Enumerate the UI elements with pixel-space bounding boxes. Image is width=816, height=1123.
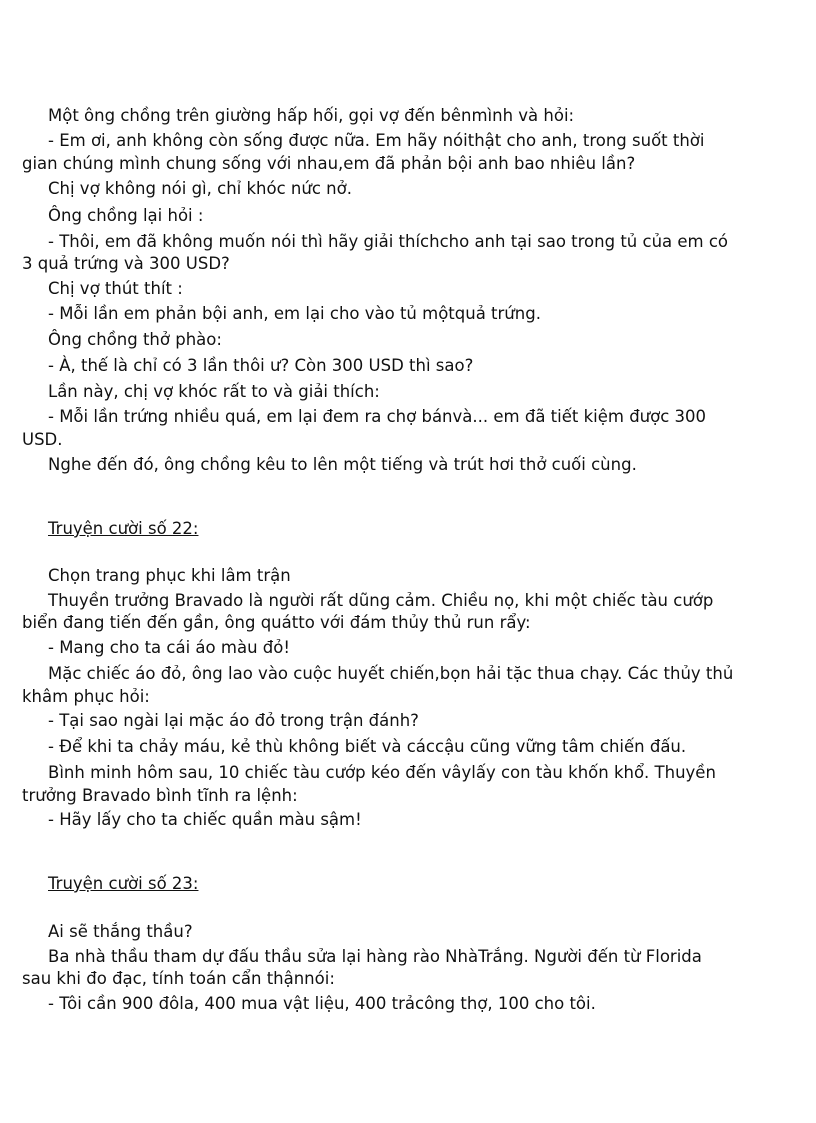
paragraph-line: Chị vợ thút thít : <box>48 279 183 298</box>
paragraph-line: Nghe đến đó, ông chồng kêu to lên một tiếng và trút hơi thở cuối cùng. <box>48 455 637 474</box>
paragraph-line: gian chúng mình chung sống với nhau,em đã phản bội anh bao nhiêu lần? <box>22 154 636 173</box>
paragraph-line: - À, thế là chỉ có 3 lần thôi ư? Còn 300 USD thì sao? <box>48 356 474 375</box>
paragraph-line: - Mỗi lần trứng nhiều quá, em lại đem ra chợ bánvà... em đã tiết kiệm được 300 <box>48 407 707 426</box>
story-title: Chọn trang phục khi lâm trận <box>48 566 291 585</box>
paragraph-line: Ông chồng thở phào: <box>48 330 222 349</box>
paragraph-line: Bình minh hôm sau, 10 chiếc tàu cướp kéo đến vâylấy con tàu khốn khổ. Thuyền <box>48 763 716 782</box>
paragraph-line: - Mang cho ta cái áo màu đỏ! <box>48 638 290 657</box>
paragraph-line: 3 quả trứng và 300 USD? <box>22 254 230 273</box>
paragraph-line: Ba nhà thầu tham dự đấu thầu sửa lại hàng rào NhàTrắng. Người đến từ Florida <box>48 947 702 966</box>
paragraph-line: - Tại sao ngài lại mặc áo đỏ trong trận đánh? <box>48 711 419 730</box>
paragraph-line: Một ông chồng trên giường hấp hối, gọi vợ đến bênmình và hỏi: <box>48 106 575 125</box>
paragraph-line: - Mỗi lần em phản bội anh, em lại cho vào tủ mộtquả trứng. <box>48 304 541 323</box>
story-heading: Truyện cười số 23: <box>48 874 199 893</box>
story-title: Ai sẽ thắng thầu? <box>48 922 193 941</box>
paragraph-line: Thuyền trưởng Bravado là người rất dũng cảm. Chiều nọ, khi một chiếc tàu cướp <box>48 591 714 610</box>
paragraph-line: Mặc chiếc áo đỏ, ông lao vào cuộc huyết chiến,bọn hải tặc thua chạy. Các thủy thủ <box>48 664 734 683</box>
paragraph-line: Chị vợ không nói gì, chỉ khóc nức nở. <box>48 179 352 198</box>
paragraph-line: - Hãy lấy cho ta chiếc quần màu sậm! <box>48 810 362 829</box>
paragraph-line: Ông chồng lại hỏi : <box>48 206 204 225</box>
paragraph-line: khâm phục hỏi: <box>22 687 150 706</box>
paragraph-line: Lần này, chị vợ khóc rất to và giải thích: <box>48 382 380 401</box>
paragraph-line: trưởng Bravado bình tĩnh ra lệnh: <box>22 786 298 805</box>
paragraph-line: biển đang tiến đến gần, ông quátto với đám thủy thủ run rẩy: <box>22 613 531 632</box>
paragraph-line: - Em ơi, anh không còn sống được nữa. Em hãy nóithật cho anh, trong suốt thời <box>48 131 705 150</box>
paragraph-line: sau khi đo đạc, tính toán cẩn thậnnói: <box>22 969 335 988</box>
paragraph-line: - Để khi ta chảy máu, kẻ thù không biết và cáccậu cũng vững tâm chiến đấu. <box>48 737 687 756</box>
paragraph-line: USD. <box>22 430 63 449</box>
paragraph-line: - Thôi, em đã không muốn nói thì hãy giải thíchcho anh tại sao trong tủ của em có <box>48 232 729 251</box>
story-heading: Truyện cười số 22: <box>48 519 199 538</box>
paragraph-line: - Tôi cần 900 đôla, 400 mua vật liệu, 400 trảcông thợ, 100 cho tôi. <box>48 994 596 1013</box>
